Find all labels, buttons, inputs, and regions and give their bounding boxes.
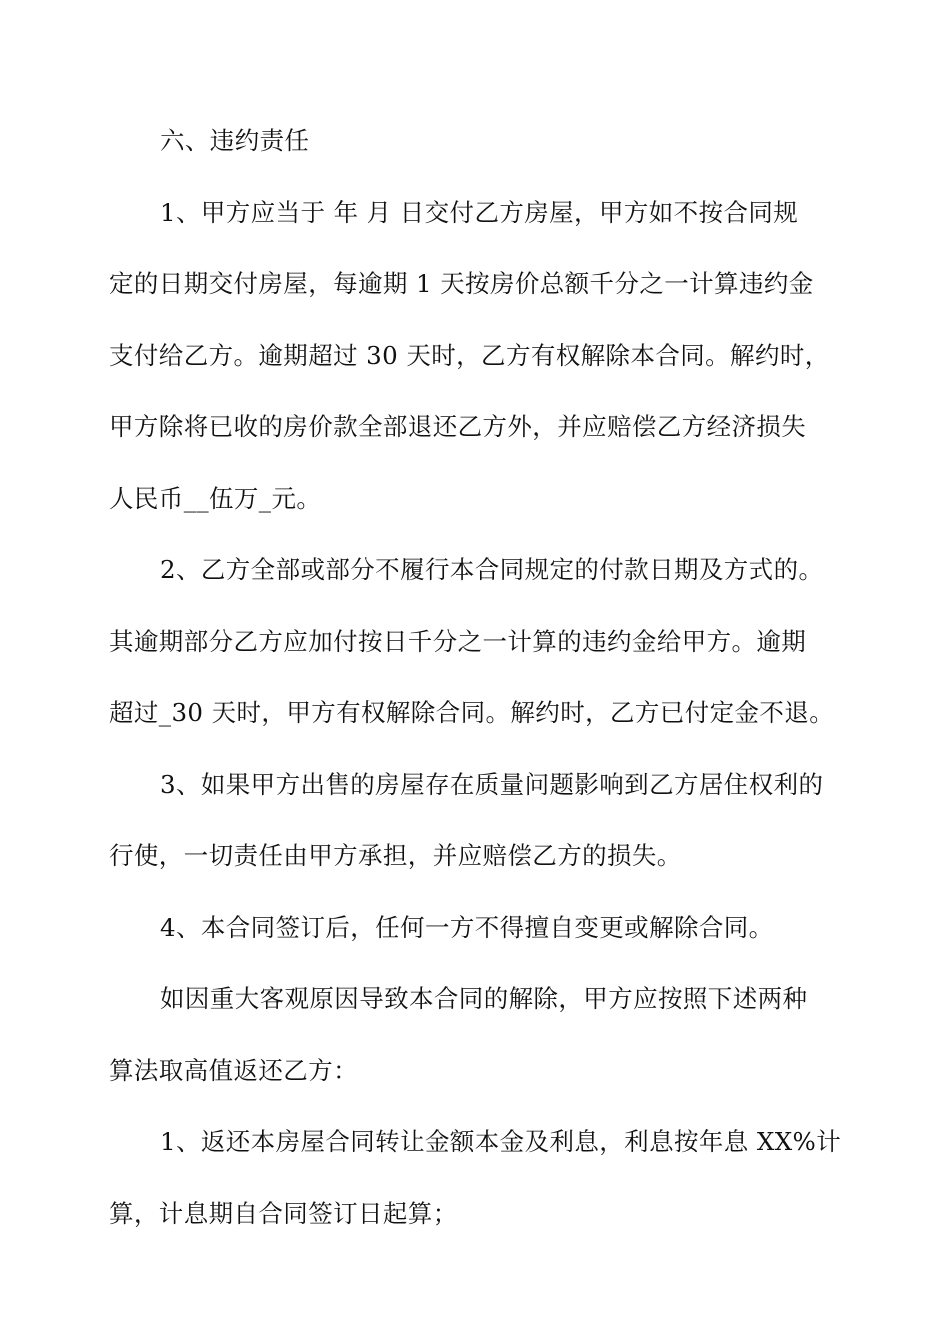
paragraph-line: 2、乙方全部或部分不履行本合同规定的付款日期及方式的。 (160, 555, 824, 584)
paragraph-line: 1、返还本房屋合同转让金额本金及利息，利息按年息 XX%计 (160, 1127, 842, 1156)
paragraph-line: 定的日期交付房屋，每逾期 1 天按房价总额千分之一计算违约金 (109, 269, 814, 298)
paragraph-line: 3、如果甲方出售的房屋存在质量问题影响到乙方居住权利的 (160, 769, 824, 799)
document-body (109, 118, 844, 1262)
paragraph-line: 其逾期部分乙方应加付按日千分之一计算的违约金给甲方。逾期 (109, 626, 807, 656)
paragraph-line: 行使，一切责任由甲方承担，并应赔偿乙方的损失。 (109, 841, 682, 870)
paragraph-line: 4、本合同签订后，任何一方不得擅自变更或解除合同。 (160, 912, 774, 942)
paragraph-line: 算，计息期自合同签订日起算； (109, 1198, 458, 1228)
paragraph-line: 如因重大客观原因导致本合同的解除，甲方应按照下述两种 (160, 984, 808, 1013)
paragraph-line: 1、甲方应当于 年 月 日交付乙方房屋，甲方如不按合同规 (160, 197, 799, 227)
section-heading: 六、违约责任 (160, 126, 310, 155)
paragraph-line: 超过_30 天时，甲方有权解除合同。解约时，乙方已付定金不退。 (109, 698, 835, 727)
paragraph-line: 甲方除将已收的房价款全部退还乙方外，并应赔偿乙方经济损失 (109, 412, 807, 441)
paragraph-line: 人民币__伍万_元。 (109, 483, 322, 513)
paragraph-line: 算法取高值返还乙方： (109, 1055, 358, 1085)
paragraph-line: 支付给乙方。逾期超过 30 天时，乙方有权解除本合同。解约时， (109, 340, 830, 370)
